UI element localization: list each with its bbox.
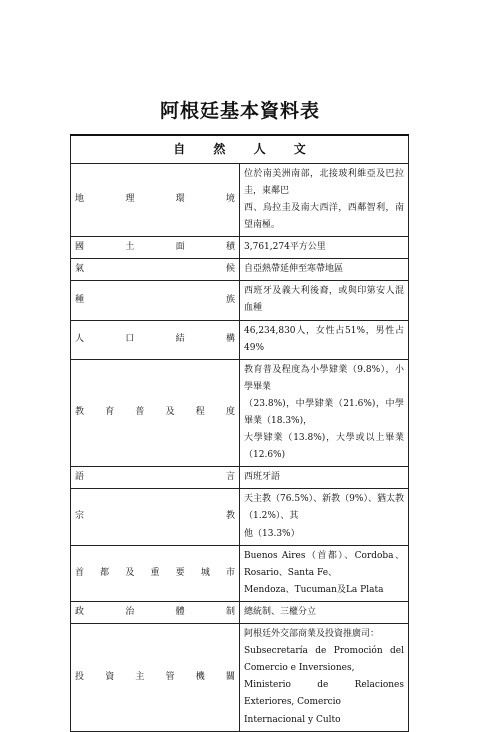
table-row: [71, 467, 409, 489]
table-row: [71, 624, 409, 732]
row-value: [240, 467, 409, 489]
table-row: [71, 545, 409, 601]
page-title: 阿根廷基本資料表: [159, 100, 320, 122]
row-label: 投 資 主 管 機 關: [71, 624, 240, 732]
value-line: Ministerio de Relaciones Exteriores, Comercio: [244, 680, 404, 708]
row-value: [240, 489, 409, 545]
table-row: [71, 489, 409, 545]
row-label: 語 言: [71, 467, 240, 489]
row-value: [240, 237, 409, 259]
value-line: 大學肄業（13.8%)，大學或以上畢業（12.6%): [244, 433, 404, 461]
row-label: 政 治 體 制: [71, 601, 240, 623]
value-line: 西班牙及義大利後裔，或與印第安人混血種: [244, 286, 404, 314]
row-label: 教 育 普 及 程 度: [71, 359, 240, 467]
section-heading: 自 然 人 文: [71, 135, 409, 163]
value-line: 西班牙語: [244, 472, 281, 483]
row-label: 人 口 結 構: [71, 320, 240, 359]
value-line: 教育普及程度為小學肄業（9.8%），小學畢業: [244, 364, 404, 392]
table-row: [71, 320, 409, 359]
row-label: 地 理 環 境: [71, 163, 240, 236]
value-line: 他（13.3%）: [244, 528, 300, 539]
row-label: 種 族: [71, 281, 240, 320]
value-line: 自亞熱帶延伸至寒帶地區: [244, 264, 344, 275]
basic-info-table: [70, 134, 409, 732]
value-line: 位於南美洲南部，北接玻利維亞及巴拉圭，東鄰巴: [244, 168, 404, 196]
table-row: [71, 163, 409, 236]
value-line: 阿根廷外交部商業及投資推廣司：: [244, 629, 380, 640]
row-value: [240, 601, 409, 623]
value-line: 總統制、三權分立: [244, 606, 317, 617]
row-label: 首 都 及 重 要 城 市: [71, 545, 240, 601]
value-line: 天主教（76.5%）、新教（9%）、猶太教（1.2%）、其: [244, 494, 404, 522]
table-row: [71, 359, 409, 467]
value-line: Internacional y Culto: [244, 714, 341, 725]
table-row: [71, 281, 409, 320]
table-row: [71, 237, 409, 259]
table-row: [71, 259, 409, 281]
value-line: Buenos Aires（首都）、Cordoba、Rosario、Santa Fe、: [244, 550, 404, 578]
row-value: [240, 359, 409, 467]
row-value: [240, 281, 409, 320]
value-line: Subsecretaría de Promoción del Comercio e Inversiones,: [244, 646, 404, 674]
value-line: （23.8%)，中學肄業（21.6%)，中學畢業（18.3%)，: [244, 398, 404, 427]
row-value: [240, 624, 409, 732]
value-line: 3,761,274平方公里: [244, 242, 326, 253]
value-line: 西、烏拉圭及南大西洋，西鄰智利，南望南極。: [244, 202, 404, 231]
row-label: 宗 教: [71, 489, 240, 545]
row-label: 國 土 面 積: [71, 237, 240, 259]
row-value: [240, 545, 409, 601]
row-value: [240, 163, 409, 236]
row-value: [240, 320, 409, 359]
value-line: 46,234,830人，女性占51%，男性占49%: [244, 325, 404, 353]
row-label: 氣 候: [71, 259, 240, 281]
row-value: [240, 259, 409, 281]
value-line: Mendoza、Tucuman及La Plata: [244, 584, 384, 595]
table-row: [71, 601, 409, 623]
